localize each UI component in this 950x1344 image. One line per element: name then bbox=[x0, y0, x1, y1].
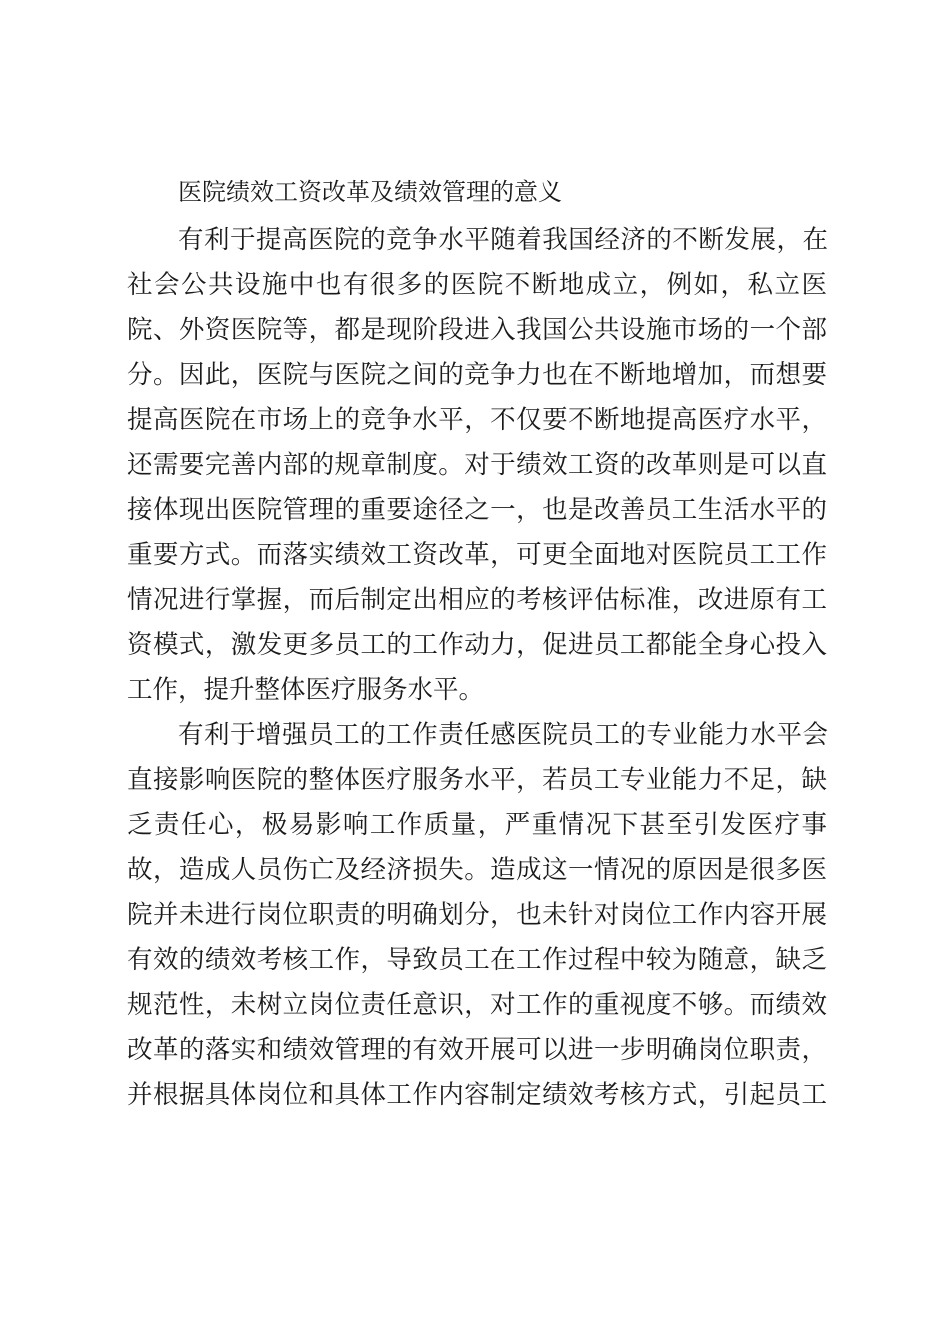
paragraph-1-line-3: 院、外资医院等，都是现阶段进入我国公共设施市场的一个部 bbox=[127, 315, 827, 345]
paragraph-1-line-8: 重要方式。而落实绩效工资改革，可更全面地对医院员工工作 bbox=[127, 540, 827, 570]
paragraph-2-line-7: 规范性，未树立岗位责任意识，对工作的重视度不够。而绩效 bbox=[127, 990, 827, 1020]
paragraph-2-line-4: 故，造成人员伤亡及经济损失。造成这一情况的原因是很多医 bbox=[127, 855, 827, 885]
paragraph-1-line-9: 情况进行掌握，而后制定出相应的考核评估标准，改进原有工 bbox=[127, 585, 827, 615]
paragraph-2-line-8: 改革的落实和绩效管理的有效开展可以进一步明确岗位职责， bbox=[127, 1035, 827, 1065]
paragraph-2-line-5: 院并未进行岗位职责的明确划分，也未针对岗位工作内容开展 bbox=[127, 900, 827, 930]
paragraph-2-line-3: 乏责任心，极易影响工作质量，严重情况下甚至引发医疗事 bbox=[127, 810, 827, 840]
paragraph-1-line-11: 工作，提升整体医疗服务水平。 bbox=[127, 675, 485, 705]
paragraph-1-line-4: 分。因此，医院与医院之间的竞争力也在不断地增加，而想要 bbox=[127, 360, 827, 390]
paragraph-1-line-10: 资模式，激发更多员工的工作动力，促进员工都能全身心投入 bbox=[127, 630, 827, 660]
paragraph-1-line-1: 有利于提高医院的竞争水平随着我国经济的不断发展，在 bbox=[178, 225, 828, 255]
paragraph-1-line-2: 社会公共设施中也有很多的医院不断地成立，例如，私立医 bbox=[127, 270, 827, 300]
paragraph-2-line-2: 直接影响医院的整体医疗服务水平，若员工专业能力不足，缺 bbox=[127, 765, 827, 795]
paragraph-2-line-1: 有利于增强员工的工作责任感医院员工的专业能力水平会 bbox=[178, 720, 828, 750]
document-title: 医院绩效工资改革及绩效管理的意义 bbox=[178, 178, 562, 206]
paragraph-1-line-5: 提高医院在市场上的竞争水平，不仅要不断地提高医疗水平， bbox=[127, 405, 827, 435]
paragraph-1-line-6: 还需要完善内部的规章制度。对于绩效工资的改革则是可以直 bbox=[127, 450, 827, 480]
paragraph-1-line-7: 接体现出医院管理的重要途径之一，也是改善员工生活水平的 bbox=[127, 495, 827, 525]
paragraph-2-line-9: 并根据具体岗位和具体工作内容制定绩效考核方式，引起员工 bbox=[127, 1080, 827, 1110]
paragraph-2-line-6: 有效的绩效考核工作，导致员工在工作过程中较为随意，缺乏 bbox=[127, 945, 827, 975]
